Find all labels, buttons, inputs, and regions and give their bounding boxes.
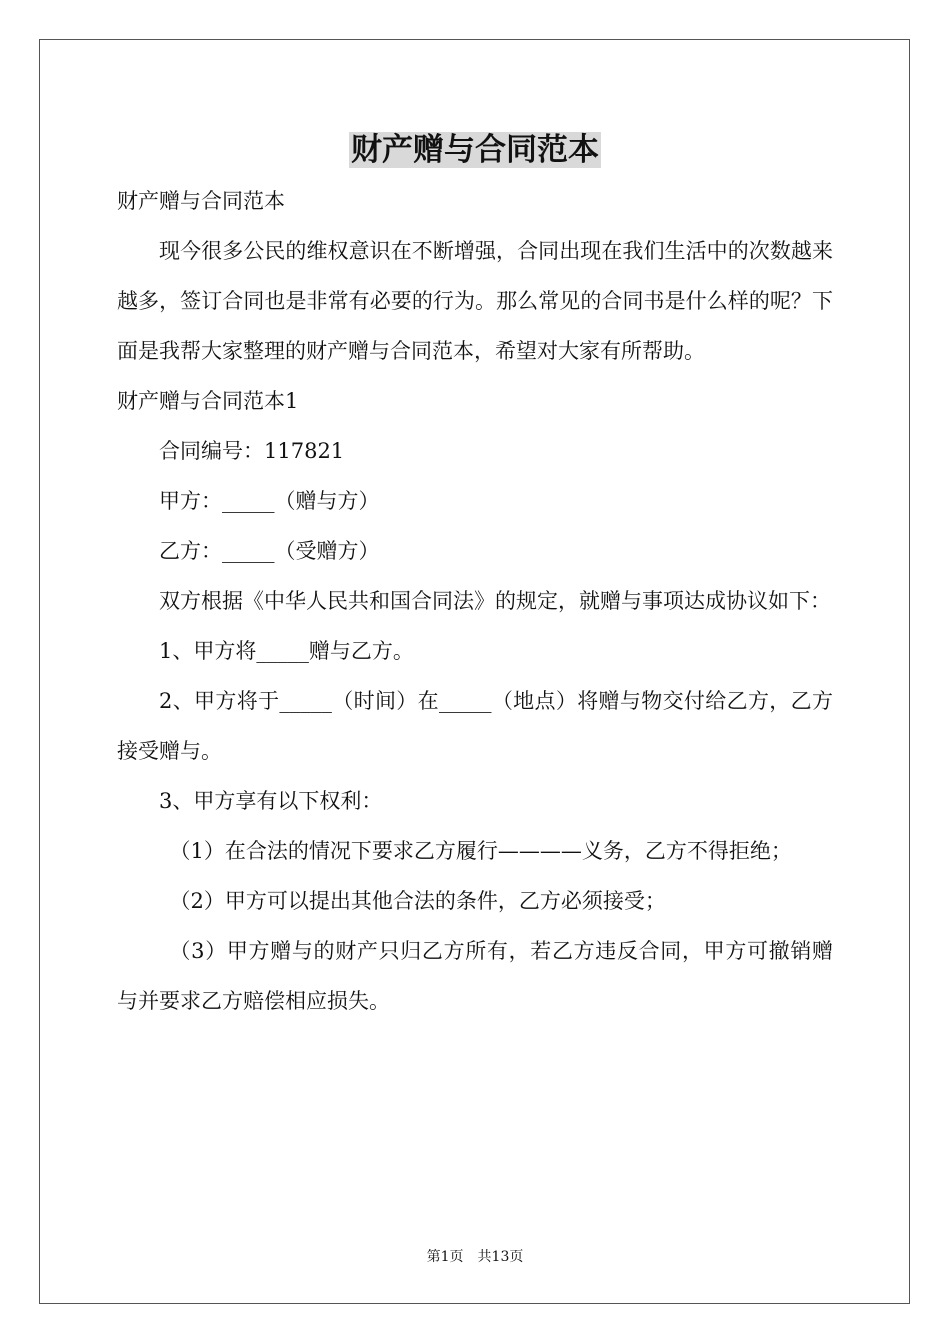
- paragraph-contract-number: 合同编号：117821: [159, 439, 345, 463]
- document-body: [117, 176, 833, 1026]
- paragraph-agreement: 双方根据《中华人民共和国合同法》的规定，就赠与事项达成协议如下：: [159, 589, 831, 613]
- page-current: 第1页: [426, 1249, 464, 1265]
- paragraph-clause-3-3: （3）甲方赠与的财产只归乙方所有，若乙方违反合同，甲方可撤销赠与并要求乙方赔偿相应损失。: [117, 939, 833, 1013]
- page-footer: [0, 1247, 950, 1267]
- paragraph-clause-2: 2、甲方将于_____（时间）在_____（地点）将赠与物交付给乙方，乙方接受赠与。: [117, 689, 833, 763]
- paragraph-clause-3: 3、甲方享有以下权利：: [159, 789, 383, 813]
- paragraph-heading-sample-1: 财产赠与合同范本1: [117, 389, 299, 413]
- paragraph-clause-3-2: （2）甲方可以提出其他合法的条件，乙方必须接受；: [169, 889, 666, 913]
- paragraph-intro: 现今很多公民的维权意识在不断增强，合同出现在我们生活中的次数越来越多，签订合同也是非常有必要的行为。那么常见的合同书是什么样的呢？下面是我帮大家整理的财产赠与合同范本，希望对大家有所帮助。: [117, 239, 833, 363]
- document-title-text: 财产赠与合同范本: [351, 132, 599, 168]
- page-total: 共13页: [477, 1249, 524, 1265]
- paragraph-party-a: 甲方：_____（赠与方）: [159, 489, 380, 513]
- paragraph-party-b: 乙方：_____（受赠方）: [159, 539, 380, 563]
- document-title: [0, 124, 950, 176]
- paragraph-clause-1: 1、甲方将_____赠与乙方。: [159, 639, 414, 663]
- paragraph-clause-3-1: （1）在合法的情况下要求乙方履行————义务，乙方不得拒绝；: [169, 839, 792, 863]
- paragraph-heading-intro: 财产赠与合同范本: [117, 189, 285, 213]
